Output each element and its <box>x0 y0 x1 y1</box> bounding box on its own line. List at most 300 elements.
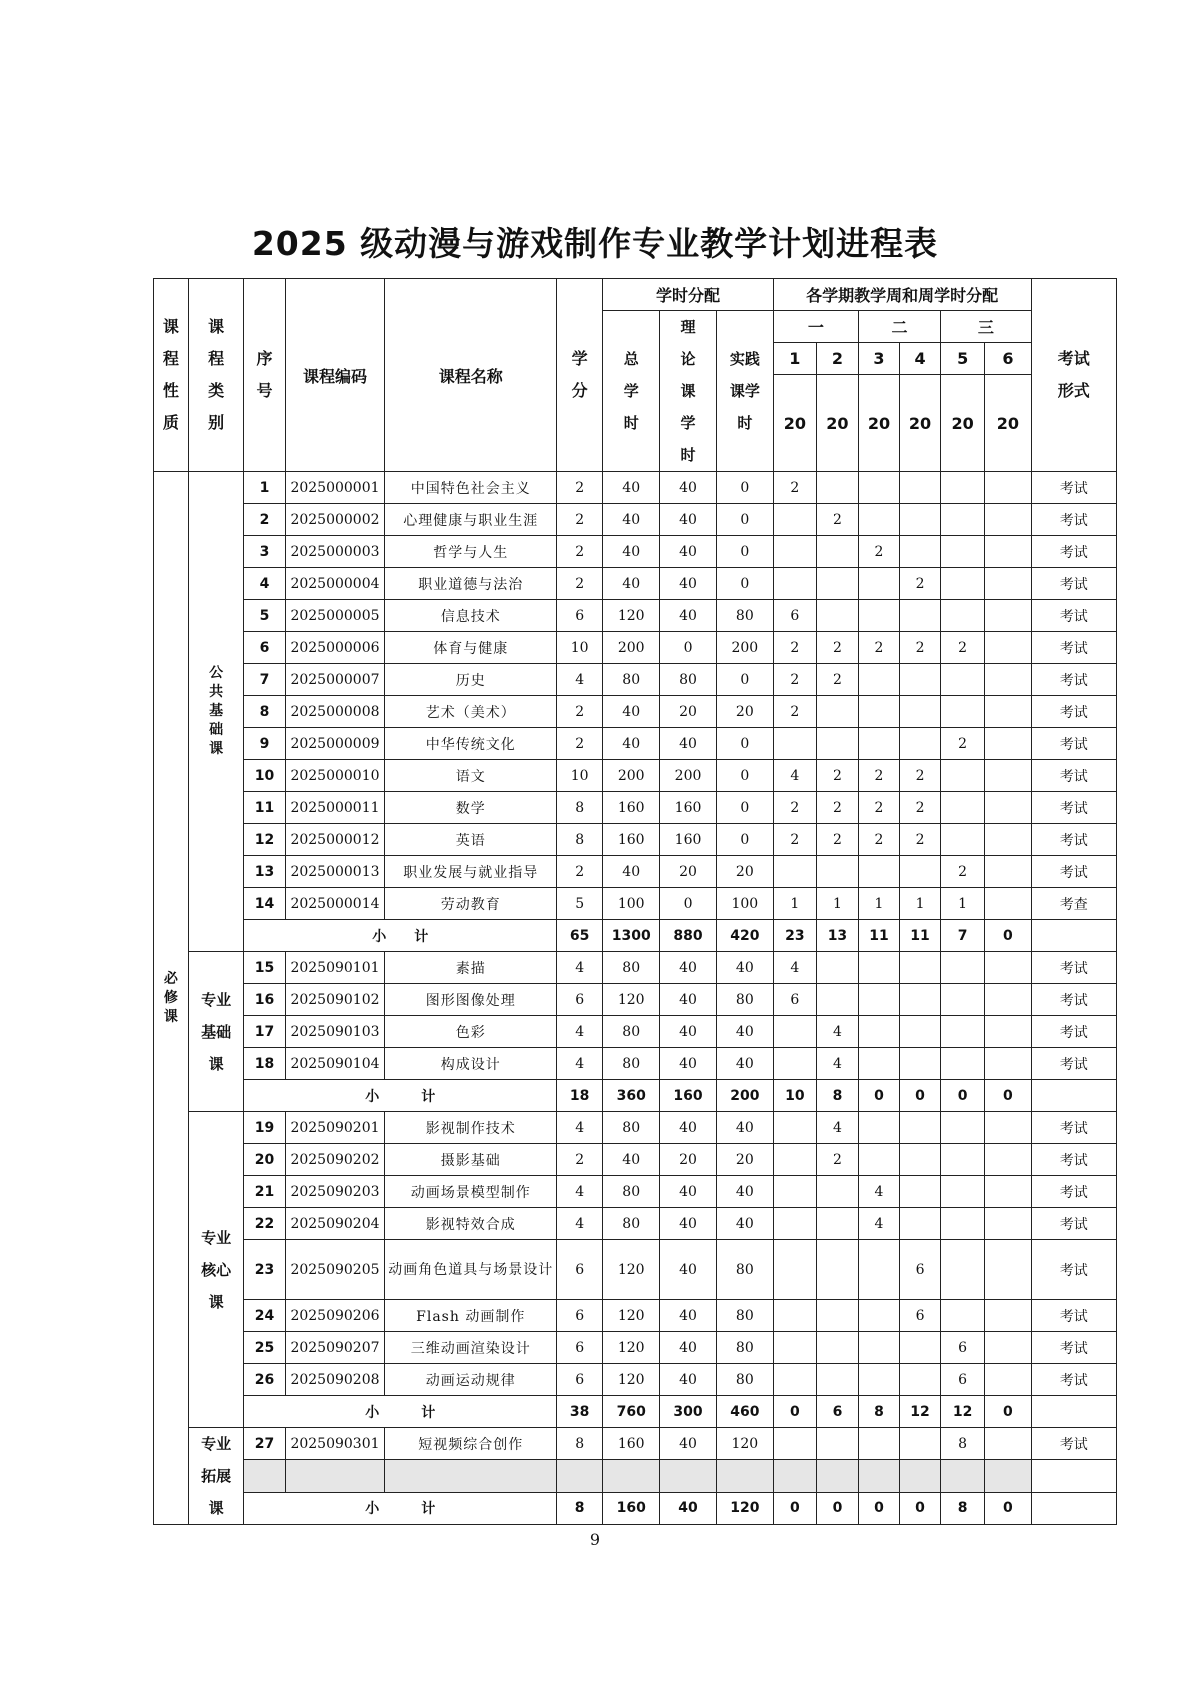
subtotal-exam <box>1031 1396 1116 1428</box>
exam-type-cell: 考试 <box>1031 984 1116 1016</box>
subtotal-practice: 420 <box>716 920 773 952</box>
term-hours-cell <box>900 536 941 568</box>
term-hours-cell: 2 <box>773 664 816 696</box>
credit-cell: 2 <box>557 568 603 600</box>
term-hours-cell <box>900 1016 941 1048</box>
table-row <box>154 792 1117 824</box>
credit-cell: 6 <box>557 984 603 1016</box>
term-hours-cell <box>858 1240 899 1300</box>
credit-cell: 4 <box>557 1176 603 1208</box>
term-hours-cell <box>900 984 941 1016</box>
term-hours-cell: 4 <box>816 1048 858 1080</box>
header-weeks: 20 <box>773 375 816 472</box>
term-hours-cell <box>941 696 985 728</box>
term-hours-cell <box>941 760 985 792</box>
term-hours-cell <box>773 1144 816 1176</box>
term-hours-cell <box>985 568 1031 600</box>
credit-cell: 4 <box>557 1016 603 1048</box>
term-hours-cell <box>773 1300 816 1332</box>
course-name-cell: 中国特色社会主义 <box>385 472 557 504</box>
subtotal-term: 0 <box>858 1492 899 1524</box>
total-hours-cell: 40 <box>603 728 660 760</box>
total-hours-cell: 80 <box>603 1176 660 1208</box>
term-hours-cell <box>816 600 858 632</box>
exam-type-cell: 考试 <box>1031 728 1116 760</box>
practice-hours-cell: 80 <box>716 1332 773 1364</box>
term-hours-cell <box>773 728 816 760</box>
header-seq: 序 号 <box>244 279 285 472</box>
practice-hours-cell: 80 <box>716 984 773 1016</box>
category-cell: 公 共 基 础 课 <box>188 472 244 952</box>
header-credit: 学 分 <box>557 279 603 472</box>
subtotal-term: 6 <box>816 1396 858 1428</box>
term-hours-cell <box>941 1144 985 1176</box>
practice-hours-cell: 0 <box>716 792 773 824</box>
header-weeks: 20 <box>941 375 985 472</box>
subtotal-term: 0 <box>985 920 1031 952</box>
page-number: 9 <box>589 1530 601 1549</box>
term-hours-cell <box>773 536 816 568</box>
credit-cell: 4 <box>557 952 603 984</box>
table-row <box>154 1176 1117 1208</box>
table-row <box>154 1208 1117 1240</box>
seq-cell: 10 <box>244 760 285 792</box>
term-hours-cell <box>941 536 985 568</box>
subtotal-theory: 160 <box>660 1080 717 1112</box>
course-name-cell: 动画角色道具与场景设计 <box>385 1240 557 1300</box>
subtotal-label: 小 计 <box>244 1492 557 1524</box>
term-hours-cell <box>773 504 816 536</box>
term-hours-cell: 2 <box>941 632 985 664</box>
subtotal-term: 0 <box>773 1492 816 1524</box>
term-hours-cell <box>941 1208 985 1240</box>
term-hours-cell <box>858 664 899 696</box>
term-hours-cell <box>985 1144 1031 1176</box>
term-hours-cell <box>985 536 1031 568</box>
total-hours-cell: 120 <box>603 1300 660 1332</box>
term-hours-cell <box>858 856 899 888</box>
subtotal-term: 0 <box>985 1396 1031 1428</box>
course-name-cell: 色彩 <box>385 1016 557 1048</box>
seq-cell: 13 <box>244 856 285 888</box>
term-hours-cell <box>858 1016 899 1048</box>
exam-type-cell: 考试 <box>1031 1112 1116 1144</box>
table-row <box>154 696 1117 728</box>
term-hours-cell <box>773 1332 816 1364</box>
theory-hours-cell: 0 <box>660 632 717 664</box>
term-hours-cell <box>858 1048 899 1080</box>
exam-type-cell: 考试 <box>1031 1144 1116 1176</box>
practice-hours-cell: 80 <box>716 600 773 632</box>
exam-type-cell: 考试 <box>1031 1300 1116 1332</box>
term-hours-cell <box>941 824 985 856</box>
seq-cell: 8 <box>244 696 285 728</box>
seq-cell: 26 <box>244 1364 285 1396</box>
total-hours-cell: 80 <box>603 1208 660 1240</box>
credit-cell: 4 <box>557 1112 603 1144</box>
course-name-cell: 影视特效合成 <box>385 1208 557 1240</box>
subtotal-theory: 300 <box>660 1396 717 1428</box>
term-hours-cell <box>900 1208 941 1240</box>
term-hours-cell <box>941 984 985 1016</box>
code-cell: 2025090207 <box>285 1332 385 1364</box>
blank-cell <box>985 1460 1031 1492</box>
table-row <box>154 600 1117 632</box>
theory-hours-cell: 40 <box>660 728 717 760</box>
term-hours-cell <box>858 984 899 1016</box>
header-weeks: 20 <box>985 375 1031 472</box>
term-hours-cell <box>985 1364 1031 1396</box>
theory-hours-cell: 40 <box>660 1176 717 1208</box>
theory-hours-cell: 40 <box>660 1016 717 1048</box>
term-hours-cell: 6 <box>941 1364 985 1396</box>
exam-type-cell: 考试 <box>1031 856 1116 888</box>
theory-hours-cell: 160 <box>660 824 717 856</box>
blank-cell <box>773 1460 816 1492</box>
term-hours-cell <box>858 952 899 984</box>
course-name-cell: 素描 <box>385 952 557 984</box>
term-hours-cell: 2 <box>858 536 899 568</box>
practice-hours-cell: 0 <box>716 824 773 856</box>
term-hours-cell: 4 <box>816 1016 858 1048</box>
course-name-cell: 英语 <box>385 824 557 856</box>
subtotal-practice: 120 <box>716 1492 773 1524</box>
credit-cell: 6 <box>557 600 603 632</box>
credit-cell: 8 <box>557 1428 603 1460</box>
subtotal-term: 0 <box>858 1080 899 1112</box>
code-cell: 2025090301 <box>285 1428 385 1460</box>
course-name-cell: 摄影基础 <box>385 1144 557 1176</box>
plan-body <box>154 472 1117 1525</box>
subtotal-exam <box>1031 920 1116 952</box>
term-hours-cell <box>941 600 985 632</box>
term-hours-cell <box>900 728 941 760</box>
exam-type-cell: 考试 <box>1031 1048 1116 1080</box>
code-cell: 2025000009 <box>285 728 385 760</box>
credit-cell: 10 <box>557 760 603 792</box>
seq-cell: 5 <box>244 600 285 632</box>
header-semester: 6 <box>985 343 1031 375</box>
course-name-cell: 语文 <box>385 760 557 792</box>
header-name: 课程名称 <box>385 279 557 472</box>
category-cell: 专业 核心 课 <box>188 1112 244 1428</box>
total-hours-cell: 200 <box>603 632 660 664</box>
table-row <box>154 664 1117 696</box>
term-hours-cell <box>985 1112 1031 1144</box>
term-hours-cell: 2 <box>816 632 858 664</box>
blank-row <box>154 1460 1117 1492</box>
term-hours-cell: 2 <box>816 504 858 536</box>
header-year-3: 三 <box>941 311 1032 343</box>
credit-cell: 4 <box>557 1208 603 1240</box>
credit-cell: 4 <box>557 664 603 696</box>
table-row <box>154 952 1117 984</box>
code-cell: 2025000010 <box>285 760 385 792</box>
practice-hours-cell: 0 <box>716 760 773 792</box>
term-hours-cell <box>985 600 1031 632</box>
code-cell: 2025090103 <box>285 1016 385 1048</box>
total-hours-cell: 40 <box>603 696 660 728</box>
term-hours-cell: 8 <box>941 1428 985 1460</box>
theory-hours-cell: 20 <box>660 856 717 888</box>
total-hours-cell: 160 <box>603 792 660 824</box>
term-hours-cell <box>773 1176 816 1208</box>
term-hours-cell: 6 <box>773 600 816 632</box>
term-hours-cell <box>985 1016 1031 1048</box>
seq-cell: 14 <box>244 888 285 920</box>
subtotal-theory: 880 <box>660 920 717 952</box>
term-hours-cell: 2 <box>773 632 816 664</box>
term-hours-cell <box>858 1300 899 1332</box>
term-hours-cell <box>816 1428 858 1460</box>
theory-hours-cell: 80 <box>660 664 717 696</box>
table-row <box>154 1428 1117 1460</box>
header-total-hours: 总 学 时 <box>603 311 660 472</box>
credit-cell: 6 <box>557 1332 603 1364</box>
header-year-2: 二 <box>858 311 940 343</box>
blank-cell <box>900 1460 941 1492</box>
term-hours-cell: 4 <box>816 1112 858 1144</box>
seq-cell: 4 <box>244 568 285 600</box>
blank-cell <box>816 1460 858 1492</box>
course-name-cell: 信息技术 <box>385 600 557 632</box>
term-hours-cell <box>816 1176 858 1208</box>
table-row <box>154 1332 1117 1364</box>
term-hours-cell: 6 <box>941 1332 985 1364</box>
subtotal-row <box>154 1492 1117 1524</box>
term-hours-cell <box>858 504 899 536</box>
code-cell: 2025090205 <box>285 1240 385 1300</box>
term-hours-cell: 6 <box>900 1240 941 1300</box>
practice-hours-cell: 0 <box>716 536 773 568</box>
credit-cell: 2 <box>557 472 603 504</box>
code-cell: 2025000008 <box>285 696 385 728</box>
subtotal-term: 0 <box>816 1492 858 1524</box>
term-hours-cell: 2 <box>858 792 899 824</box>
practice-hours-cell: 0 <box>716 472 773 504</box>
term-hours-cell <box>941 1112 985 1144</box>
term-hours-cell <box>941 1300 985 1332</box>
term-hours-cell: 4 <box>773 952 816 984</box>
subtotal-term: 8 <box>941 1492 985 1524</box>
code-cell: 2025000003 <box>285 536 385 568</box>
term-hours-cell <box>858 472 899 504</box>
blank-cell <box>557 1460 603 1492</box>
total-hours-cell: 120 <box>603 600 660 632</box>
blank-cell <box>1031 1460 1116 1492</box>
practice-hours-cell: 40 <box>716 1208 773 1240</box>
term-hours-cell <box>773 1364 816 1396</box>
term-hours-cell <box>941 792 985 824</box>
term-hours-cell <box>773 1016 816 1048</box>
seq-cell: 7 <box>244 664 285 696</box>
term-hours-cell <box>985 952 1031 984</box>
total-hours-cell: 40 <box>603 472 660 504</box>
theory-hours-cell: 40 <box>660 1240 717 1300</box>
term-hours-cell: 2 <box>816 1144 858 1176</box>
term-hours-cell <box>985 1048 1031 1080</box>
seq-cell: 18 <box>244 1048 285 1080</box>
subtotal-term: 0 <box>985 1492 1031 1524</box>
seq-cell: 16 <box>244 984 285 1016</box>
term-hours-cell: 2 <box>816 792 858 824</box>
term-hours-cell: 2 <box>816 760 858 792</box>
term-hours-cell <box>816 856 858 888</box>
theory-hours-cell: 40 <box>660 1048 717 1080</box>
term-hours-cell: 2 <box>900 792 941 824</box>
term-hours-cell <box>816 1332 858 1364</box>
subtotal-row <box>154 1080 1117 1112</box>
term-hours-cell <box>900 696 941 728</box>
term-hours-cell <box>941 952 985 984</box>
theory-hours-cell: 40 <box>660 1364 717 1396</box>
subtotal-term: 11 <box>900 920 941 952</box>
blank-cell <box>603 1460 660 1492</box>
term-hours-cell <box>900 504 941 536</box>
subtotal-credit: 38 <box>557 1396 603 1428</box>
header-term-group: 各学期教学周和周学时分配 <box>773 279 1031 311</box>
code-cell: 2025000006 <box>285 632 385 664</box>
course-name-cell: 艺术（美术） <box>385 696 557 728</box>
seq-cell: 19 <box>244 1112 285 1144</box>
total-hours-cell: 160 <box>603 824 660 856</box>
seq-cell: 9 <box>244 728 285 760</box>
category-cell: 专业 拓展 课 <box>188 1428 244 1525</box>
practice-hours-cell: 20 <box>716 696 773 728</box>
term-hours-cell <box>941 1048 985 1080</box>
code-cell: 2025090201 <box>285 1112 385 1144</box>
term-hours-cell <box>816 1300 858 1332</box>
exam-type-cell: 考试 <box>1031 472 1116 504</box>
term-hours-cell <box>985 632 1031 664</box>
term-hours-cell: 2 <box>900 824 941 856</box>
subtotal-row <box>154 920 1117 952</box>
term-hours-cell <box>941 1016 985 1048</box>
term-hours-cell <box>941 1176 985 1208</box>
header-semester: 1 <box>773 343 816 375</box>
course-name-cell: 职业发展与就业指导 <box>385 856 557 888</box>
credit-cell: 2 <box>557 504 603 536</box>
exam-type-cell: 考试 <box>1031 1208 1116 1240</box>
subtotal-total: 760 <box>603 1396 660 1428</box>
practice-hours-cell: 0 <box>716 568 773 600</box>
subtotal-exam <box>1031 1492 1116 1524</box>
total-hours-cell: 80 <box>603 1048 660 1080</box>
total-hours-cell: 80 <box>603 952 660 984</box>
table-row <box>154 760 1117 792</box>
table-row <box>154 536 1117 568</box>
term-hours-cell: 1 <box>941 888 985 920</box>
total-hours-cell: 120 <box>603 984 660 1016</box>
subtotal-term: 0 <box>773 1396 816 1428</box>
seq-cell: 3 <box>244 536 285 568</box>
header-semester: 4 <box>900 343 941 375</box>
term-hours-cell <box>985 696 1031 728</box>
header-weeks: 20 <box>900 375 941 472</box>
total-hours-cell: 120 <box>603 1240 660 1300</box>
practice-hours-cell: 40 <box>716 952 773 984</box>
subtotal-term: 23 <box>773 920 816 952</box>
theory-hours-cell: 40 <box>660 472 717 504</box>
total-hours-cell: 120 <box>603 1332 660 1364</box>
table-row <box>154 1300 1117 1332</box>
theory-hours-cell: 40 <box>660 1208 717 1240</box>
subtotal-term: 8 <box>816 1080 858 1112</box>
code-cell: 2025090102 <box>285 984 385 1016</box>
term-hours-cell <box>985 1428 1031 1460</box>
term-hours-cell: 2 <box>773 696 816 728</box>
code-cell: 2025000011 <box>285 792 385 824</box>
term-hours-cell: 2 <box>858 824 899 856</box>
term-hours-cell <box>985 1332 1031 1364</box>
term-hours-cell <box>985 760 1031 792</box>
practice-hours-cell: 80 <box>716 1300 773 1332</box>
term-hours-cell <box>816 728 858 760</box>
term-hours-cell: 2 <box>900 568 941 600</box>
term-hours-cell: 2 <box>816 824 858 856</box>
term-hours-cell: 2 <box>773 792 816 824</box>
total-hours-cell: 80 <box>603 1016 660 1048</box>
term-hours-cell <box>900 1176 941 1208</box>
term-hours-cell <box>941 504 985 536</box>
subtotal-term: 10 <box>773 1080 816 1112</box>
term-hours-cell <box>816 536 858 568</box>
code-cell: 2025000001 <box>285 472 385 504</box>
subtotal-total: 360 <box>603 1080 660 1112</box>
term-hours-cell <box>816 568 858 600</box>
term-hours-cell <box>985 856 1031 888</box>
term-hours-cell <box>858 1428 899 1460</box>
subtotal-credit: 8 <box>557 1492 603 1524</box>
header-practice-hours: 实践 课学 时 <box>716 311 773 472</box>
theory-hours-cell: 40 <box>660 952 717 984</box>
seq-cell: 21 <box>244 1176 285 1208</box>
seq-cell: 17 <box>244 1016 285 1048</box>
header-semester: 2 <box>816 343 858 375</box>
seq-cell: 27 <box>244 1428 285 1460</box>
term-hours-cell: 2 <box>941 728 985 760</box>
exam-type-cell: 考查 <box>1031 888 1116 920</box>
table-row <box>154 728 1117 760</box>
term-hours-cell <box>773 1428 816 1460</box>
course-name-cell: 图形图像处理 <box>385 984 557 1016</box>
exam-type-cell: 考试 <box>1031 632 1116 664</box>
term-hours-cell <box>858 1364 899 1396</box>
term-hours-cell <box>816 984 858 1016</box>
theory-hours-cell: 40 <box>660 1332 717 1364</box>
credit-cell: 6 <box>557 1364 603 1396</box>
term-hours-cell <box>985 888 1031 920</box>
course-name-cell: 中华传统文化 <box>385 728 557 760</box>
practice-hours-cell: 80 <box>716 1240 773 1300</box>
term-hours-cell <box>858 696 899 728</box>
term-hours-cell <box>985 824 1031 856</box>
subtotal-credit: 18 <box>557 1080 603 1112</box>
exam-type-cell: 考试 <box>1031 824 1116 856</box>
term-hours-cell <box>900 600 941 632</box>
term-hours-cell: 6 <box>900 1300 941 1332</box>
theory-hours-cell: 160 <box>660 792 717 824</box>
code-cell: 2025090208 <box>285 1364 385 1396</box>
term-hours-cell: 2 <box>816 664 858 696</box>
term-hours-cell <box>900 1332 941 1364</box>
header-weeks: 20 <box>816 375 858 472</box>
term-hours-cell <box>858 600 899 632</box>
practice-hours-cell: 100 <box>716 888 773 920</box>
subtotal-total: 1300 <box>603 920 660 952</box>
header-exam: 考试 形式 <box>1031 279 1116 472</box>
term-hours-cell: 2 <box>900 632 941 664</box>
